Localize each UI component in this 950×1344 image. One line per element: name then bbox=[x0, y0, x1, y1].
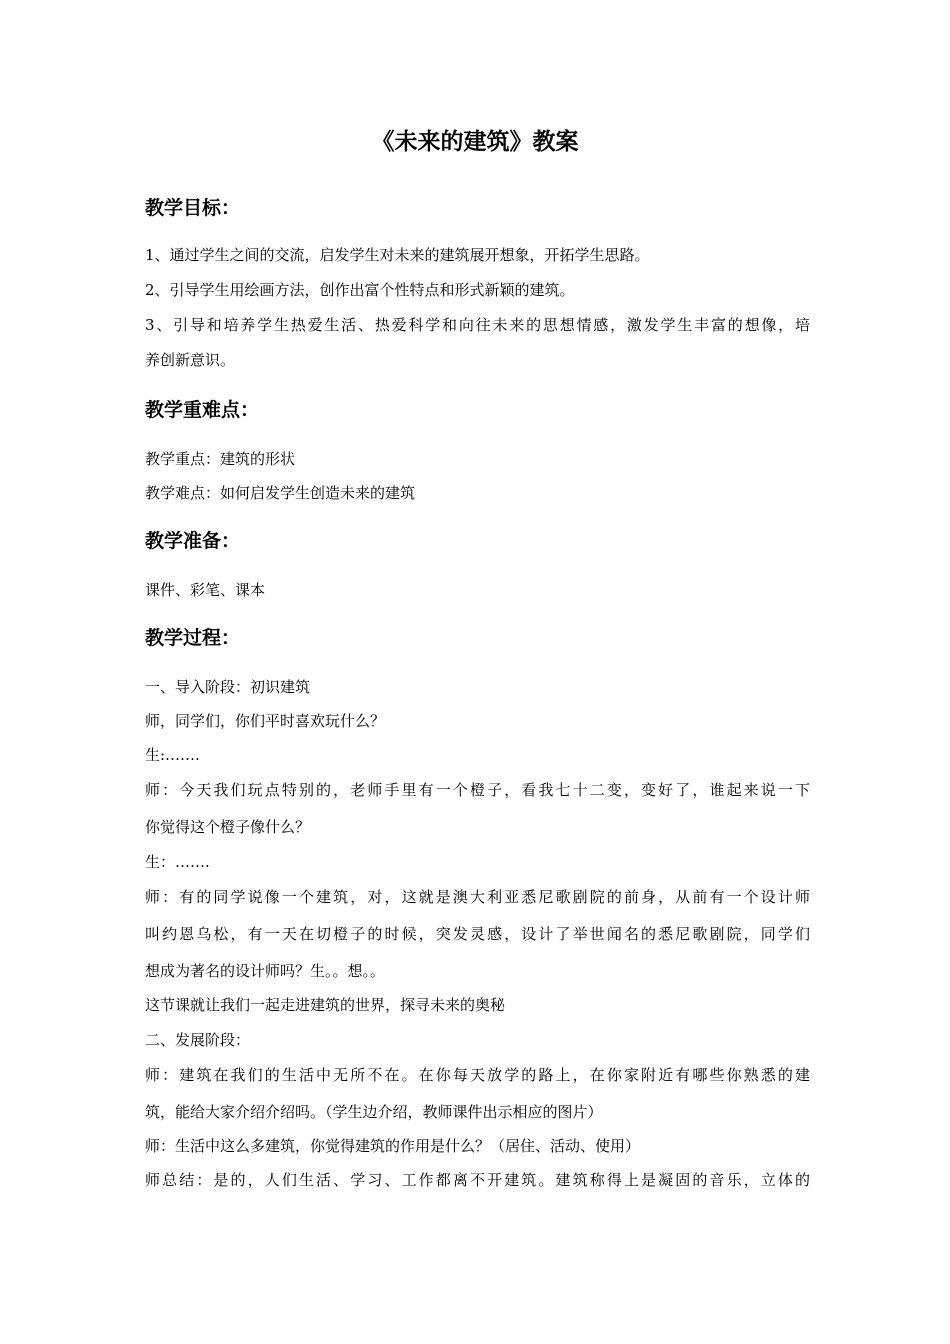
process-line: 师总结：是的，人们生活、学习、工作都离不开建筑。建筑称得上是凝固的音乐，立体的 bbox=[145, 1171, 810, 1189]
heading-key-points: 教学重难点： bbox=[145, 399, 260, 421]
heading-process: 教学过程： bbox=[145, 627, 241, 649]
process-line: 师：有的同学说像一个建筑，对，这就是澳大利亚悉尼歌剧院的前身，从前有一个设计师 bbox=[145, 888, 810, 906]
process-line: 叫约恩乌松，有一天在切橙子的时候，突发灵感，设计了举世闻名的悉尼歌剧院，同学们 bbox=[145, 925, 810, 943]
process-line: 师：今天我们玩点特别的，老师手里有一个橙子，看我七十二变，变好了，谁起来说一下 bbox=[145, 781, 810, 799]
key-point-line: 教学难点：如何启发学生创造未来的建筑 bbox=[145, 484, 416, 502]
objective-line: 1、通过学生之间的交流，启发学生对未来的建筑展开想象，开拓学生思路。 bbox=[145, 246, 650, 264]
process-line: 二、发展阶段： bbox=[145, 1031, 251, 1049]
preparation-line: 课件、彩笔、课本 bbox=[145, 581, 266, 599]
process-line: 师，同学们，你们平时喜欢玩什么？ bbox=[145, 712, 386, 730]
process-line: 师：建筑在我们的生活中无所不在。在你每天放学的路上，在你家附近有哪些你熟悉的建 bbox=[145, 1066, 810, 1084]
process-line: 这节课就让我们一起走进建筑的世界，探寻未来的奥秘 bbox=[145, 996, 506, 1014]
heading-preparation: 教学准备： bbox=[145, 530, 241, 552]
process-line: 想成为著名的设计师吗？生。。想。。 bbox=[145, 962, 386, 980]
process-line: 生:……. bbox=[145, 746, 200, 764]
process-line: 一、导入阶段：初识建筑 bbox=[145, 678, 311, 696]
process-line: 生：……. bbox=[145, 853, 210, 871]
process-line: 师：生活中这么多建筑，你觉得建筑的作用是什么？（居住、活动、使用） bbox=[145, 1137, 641, 1155]
process-line: 筑，能给大家介绍介绍吗。（学生边介绍，教师课件出示相应的图片） bbox=[145, 1103, 603, 1121]
heading-objectives: 教学目标： bbox=[145, 197, 241, 219]
objective-line: 3、引导和培养学生热爱生活、热爱科学和向往未来的思想情感，激发学生丰富的想像，培 bbox=[145, 316, 810, 334]
objective-line: 养创新意识。 bbox=[145, 351, 236, 369]
document-title: 《未来的建筑》教案 bbox=[371, 129, 579, 155]
process-line: 你觉得这个橙子像什么？ bbox=[145, 818, 311, 836]
key-point-line: 教学重点：建筑的形状 bbox=[145, 450, 296, 468]
objective-line: 2、引导学生用绘画方法，创作出富个性特点和形式新颖的建筑。 bbox=[145, 281, 575, 299]
